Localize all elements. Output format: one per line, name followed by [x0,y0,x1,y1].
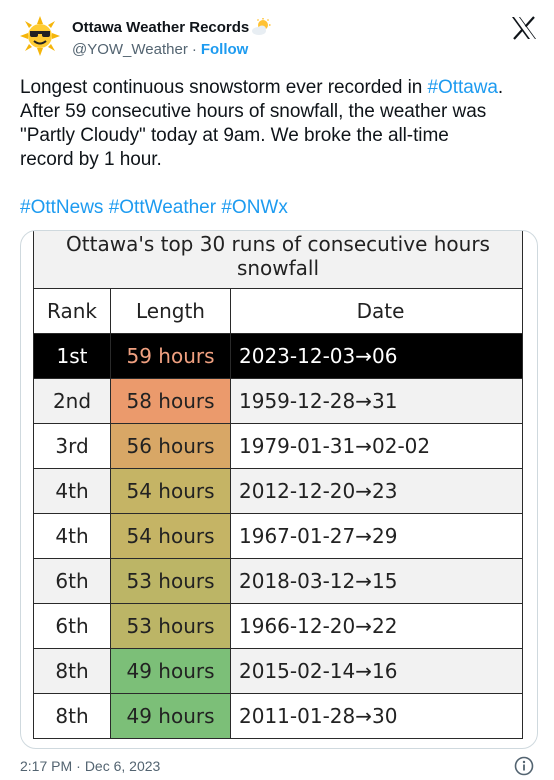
length-cell: 53 hours [111,604,231,649]
hashtag-link[interactable]: #OttNews [20,197,104,218]
date-cell: 2012-12-20→23 [231,469,523,514]
tweet-text-segment: . [497,77,504,98]
table-body [34,334,523,739]
rank-cell: 8th [34,649,111,694]
date-cell: 1967-01-27→29 [231,514,523,559]
separator-dot: · [76,758,81,774]
author-name-row[interactable] [72,18,271,36]
tweet-line: record by 1 hour. [20,149,162,170]
table-title [34,230,523,289]
table-row [34,649,523,694]
table-row [34,424,523,469]
rank-cell: 4th [34,514,111,559]
tweet-media-image[interactable] [20,230,538,749]
column-header-length: Length [111,289,231,334]
hashtags-line [20,196,288,220]
hashtag-link[interactable]: #OttWeather [108,197,217,218]
length-cell: 59 hours [111,334,231,379]
date-cell: 1959-12-28→31 [231,379,523,424]
date-cell: 2023-12-03→06 [231,334,523,379]
tweet-time: 2:17 PM [20,758,73,774]
table-row [34,469,523,514]
length-cell: 58 hours [111,379,231,424]
hashtag-link[interactable]: #Ottawa [427,77,498,98]
x-logo-icon[interactable] [511,16,537,40]
rank-cell: 2nd [34,379,111,424]
tweet-line: After 59 consecutive hours of snowfall, the weather was [20,101,487,122]
length-cell: 54 hours [111,514,231,559]
length-cell: 56 hours [111,424,231,469]
table-row [34,514,523,559]
table-row [34,604,523,649]
date-cell: 1966-12-20→22 [231,604,523,649]
tweet-text [20,76,540,172]
date-cell: 2011-01-28→30 [231,694,523,739]
tweet-timestamp[interactable] [20,758,160,774]
table-title-line: Ottawa's top 30 runs of consecutive hours [66,232,490,256]
sun-behind-cloud-icon [251,18,271,36]
author-display-name[interactable]: Ottawa Weather Records [72,18,250,36]
table-row [34,334,523,379]
length-cell: 54 hours [111,469,231,514]
length-cell: 49 hours [111,649,231,694]
date-cell: 2015-02-14→16 [231,649,523,694]
length-cell: 53 hours [111,559,231,604]
rank-cell: 6th [34,604,111,649]
rank-cell: 1st [34,334,111,379]
rank-cell: 3rd [34,424,111,469]
tweet-date: Dec 6, 2023 [84,758,161,774]
date-cell: 1979-01-31→02-02 [231,424,523,469]
table-title-line: snowfall [236,256,320,280]
follow-button[interactable]: Follow [200,41,249,58]
length-cell: 49 hours [111,694,231,739]
hashtag-link[interactable]: #ONWx [221,197,288,218]
snowfall-table [33,230,523,739]
table-row [34,694,523,739]
rank-cell: 8th [34,694,111,739]
author-handle-row [72,41,248,58]
tweet-line [20,76,540,100]
tweet-line: "Partly Cloudy" today at 9am. We broke the all-time [20,125,449,146]
rank-cell: 6th [34,559,111,604]
info-icon[interactable] [514,756,534,776]
table-row [34,379,523,424]
column-header-rank: Rank [34,289,111,334]
table-row [34,559,523,604]
tweet-text-segment: Longest continuous snowstorm ever recorded in [20,77,428,98]
date-cell: 2018-03-12→15 [231,559,523,604]
tweet-header [0,0,554,62]
sunglasses-sun-icon[interactable] [20,16,60,56]
separator-dot: · [191,41,197,58]
rank-cell: 4th [34,469,111,514]
column-header-date: Date [231,289,523,334]
author-handle[interactable]: @YOW_Weather [72,41,188,58]
